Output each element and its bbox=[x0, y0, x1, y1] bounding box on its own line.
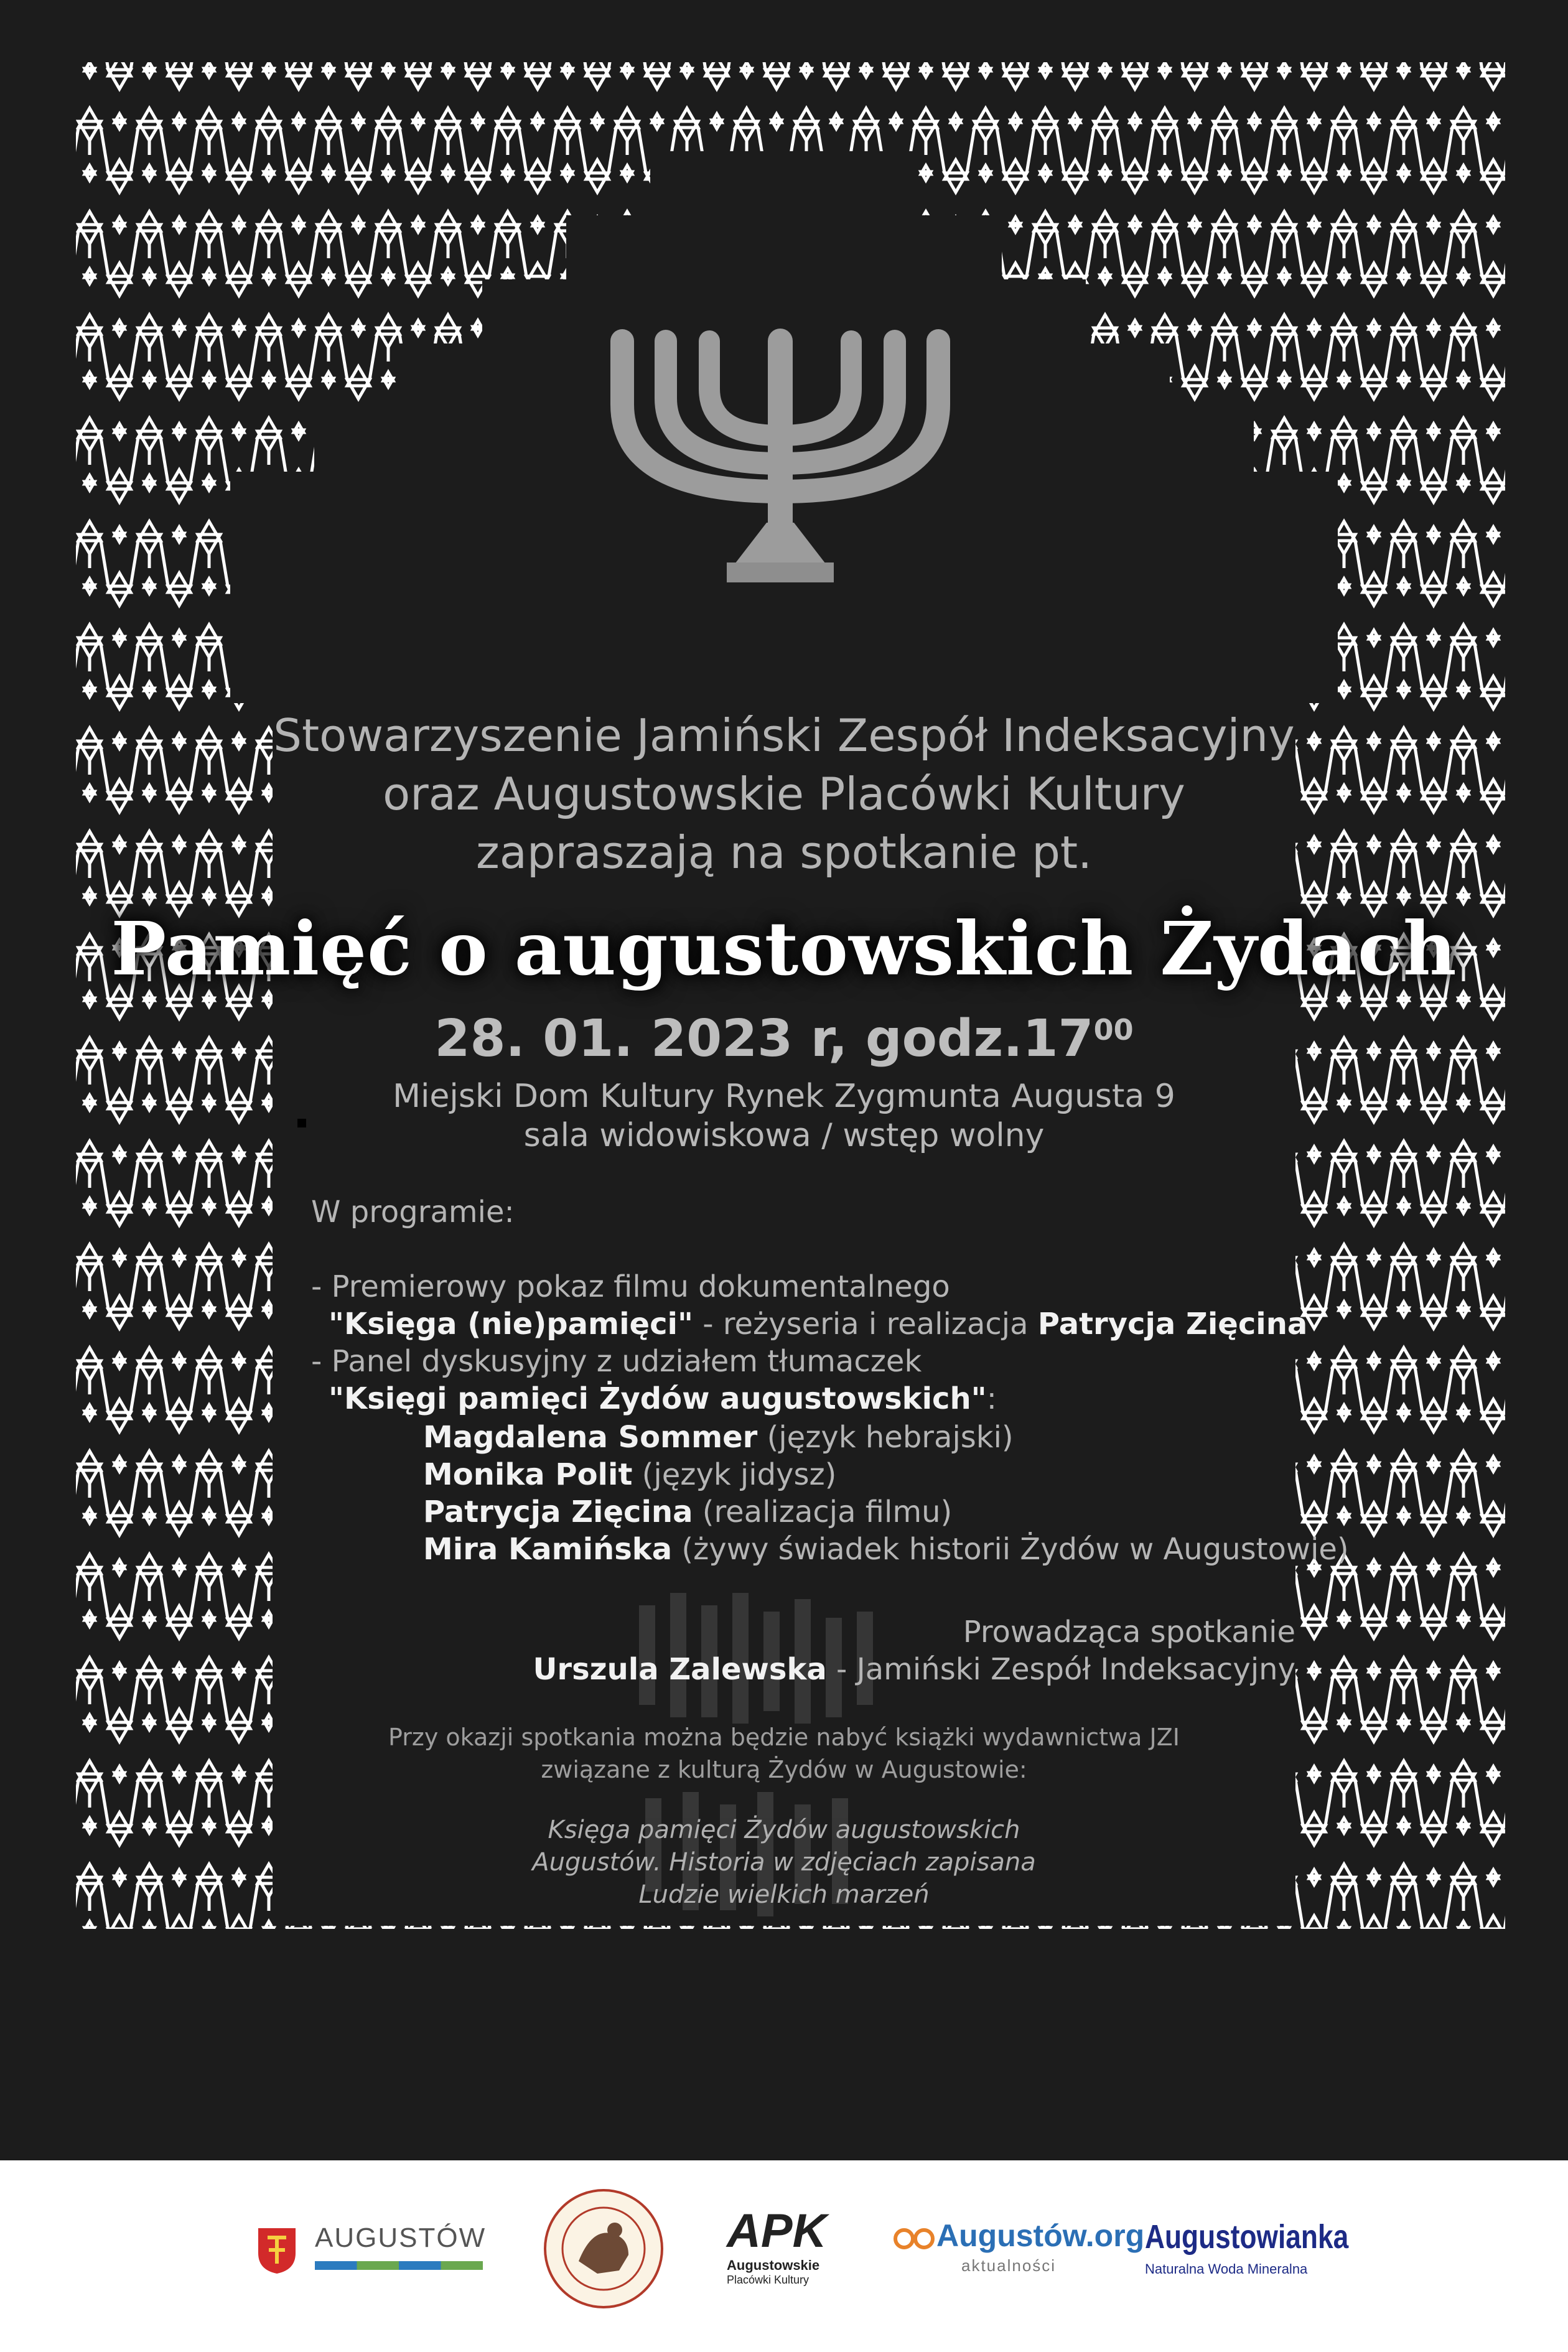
augustow-logo bbox=[255, 2218, 492, 2286]
augustow-org-logo bbox=[893, 2215, 1145, 2296]
book-title-suffix: : bbox=[986, 1381, 997, 1416]
apk-logo bbox=[722, 2204, 834, 2303]
venue-line-1: Miejski Dom Kultury Rynek Zygmunta Augusta 9 bbox=[393, 1078, 1175, 1115]
augustow-org-icon bbox=[893, 2224, 936, 2255]
program-film-line bbox=[329, 1307, 1307, 1342]
augustow-crest-icon bbox=[255, 2225, 299, 2275]
augustow-org-text: Augustów.org bbox=[936, 2218, 1145, 2253]
event-time-minutes: 00 bbox=[1093, 1013, 1134, 1047]
augustow-wave-stripe bbox=[315, 2261, 483, 2270]
film-title: "Księga (nie)pamięci" bbox=[329, 1307, 693, 1342]
jzi-seal-logo bbox=[541, 2186, 666, 2311]
program-item-2: - Panel dyskusyjny z udziałem tłumaczek bbox=[311, 1344, 922, 1379]
panelist-4 bbox=[423, 1532, 1349, 1567]
panelist-role: (język jidysz) bbox=[632, 1457, 837, 1492]
panelist-name: Monika Polit bbox=[423, 1457, 633, 1492]
event-date-time bbox=[0, 1009, 1568, 1068]
organizer-line-1: Stowarzyszenie Jamiński Zespół Indeksacyjny bbox=[273, 709, 1295, 762]
augustowianka-subtext: Naturalna Woda Mineralna bbox=[1145, 2261, 1308, 2277]
organizer-line-2: oraz Augustowskie Placówki Kultury bbox=[383, 768, 1185, 820]
apk-logo-line-1: Augustowskie bbox=[727, 2257, 820, 2273]
panelist-name: Magdalena Sommer bbox=[423, 1420, 758, 1455]
panelist-role: (realizacja filmu) bbox=[693, 1495, 953, 1529]
host-name: Urszula Zalewska bbox=[533, 1652, 827, 1687]
augustow-org-subtext: aktualności bbox=[961, 2256, 1057, 2275]
program-heading: W programie: bbox=[311, 1195, 515, 1230]
book-title: "Księgi pamięci Żydów augustowskich" bbox=[329, 1381, 987, 1416]
event-date: 28. 01. 2023 r, godz.17 bbox=[434, 1009, 1094, 1068]
film-description: - reżyseria i realizacja bbox=[693, 1307, 1038, 1342]
panelist-role: (żywy świadek historii Żydów w Augustowie) bbox=[672, 1532, 1349, 1567]
jzi-seal-icon bbox=[541, 2186, 666, 2311]
augustow-logo-text: AUGUSTÓW bbox=[315, 2223, 487, 2253]
venue-line-2: sala widowiskowa / wstęp wolny bbox=[523, 1117, 1045, 1154]
book-title-1: Księga pamięci Żydów augustowskich bbox=[548, 1816, 1020, 1844]
organizer-line-3: zapraszają na spotkanie pt. bbox=[475, 826, 1093, 879]
book-title-2: Augustów. Historia w zdjęciach zapisana bbox=[532, 1848, 1036, 1877]
panelist-role: (język hebrajski) bbox=[757, 1420, 1014, 1455]
panelist-1 bbox=[423, 1420, 1014, 1455]
host-label: Prowadząca spotkanie bbox=[963, 1615, 1295, 1650]
program-book-line bbox=[329, 1381, 997, 1416]
augustowianka-logo bbox=[1145, 2218, 1349, 2292]
apk-logo-text: APK bbox=[727, 2205, 827, 2257]
augustowianka-text: Augustowianka bbox=[1145, 2218, 1349, 2256]
apk-logo-line-2: Placówki Kultury bbox=[727, 2274, 810, 2286]
books-intro-1: Przy okazji spotkania można będzie nabyć książki wydawnictwa JZI bbox=[388, 1724, 1180, 1751]
host-org: - Jamiński Zespół Indeksacyjny bbox=[826, 1652, 1295, 1687]
panelist-2 bbox=[423, 1457, 836, 1492]
books-intro-2: związane z kulturą Żydów w Augustowie: bbox=[541, 1756, 1027, 1783]
panelist-3 bbox=[423, 1495, 952, 1529]
event-title: Pamięć o augustowskich Żydach bbox=[111, 905, 1457, 992]
book-title-3: Ludzie wielkich marzeń bbox=[638, 1880, 930, 1909]
sponsor-footer bbox=[0, 2160, 1568, 2352]
panelist-name: Mira Kamińska bbox=[423, 1532, 673, 1567]
panelist-name: Patrycja Zięcina bbox=[423, 1495, 693, 1529]
film-director: Patrycja Zięcina bbox=[1037, 1307, 1308, 1342]
host-line bbox=[533, 1652, 1295, 1687]
bullet-mark bbox=[297, 1119, 306, 1127]
program-item-1: - Premierowy pokaz filmu dokumentalnego bbox=[311, 1269, 950, 1304]
